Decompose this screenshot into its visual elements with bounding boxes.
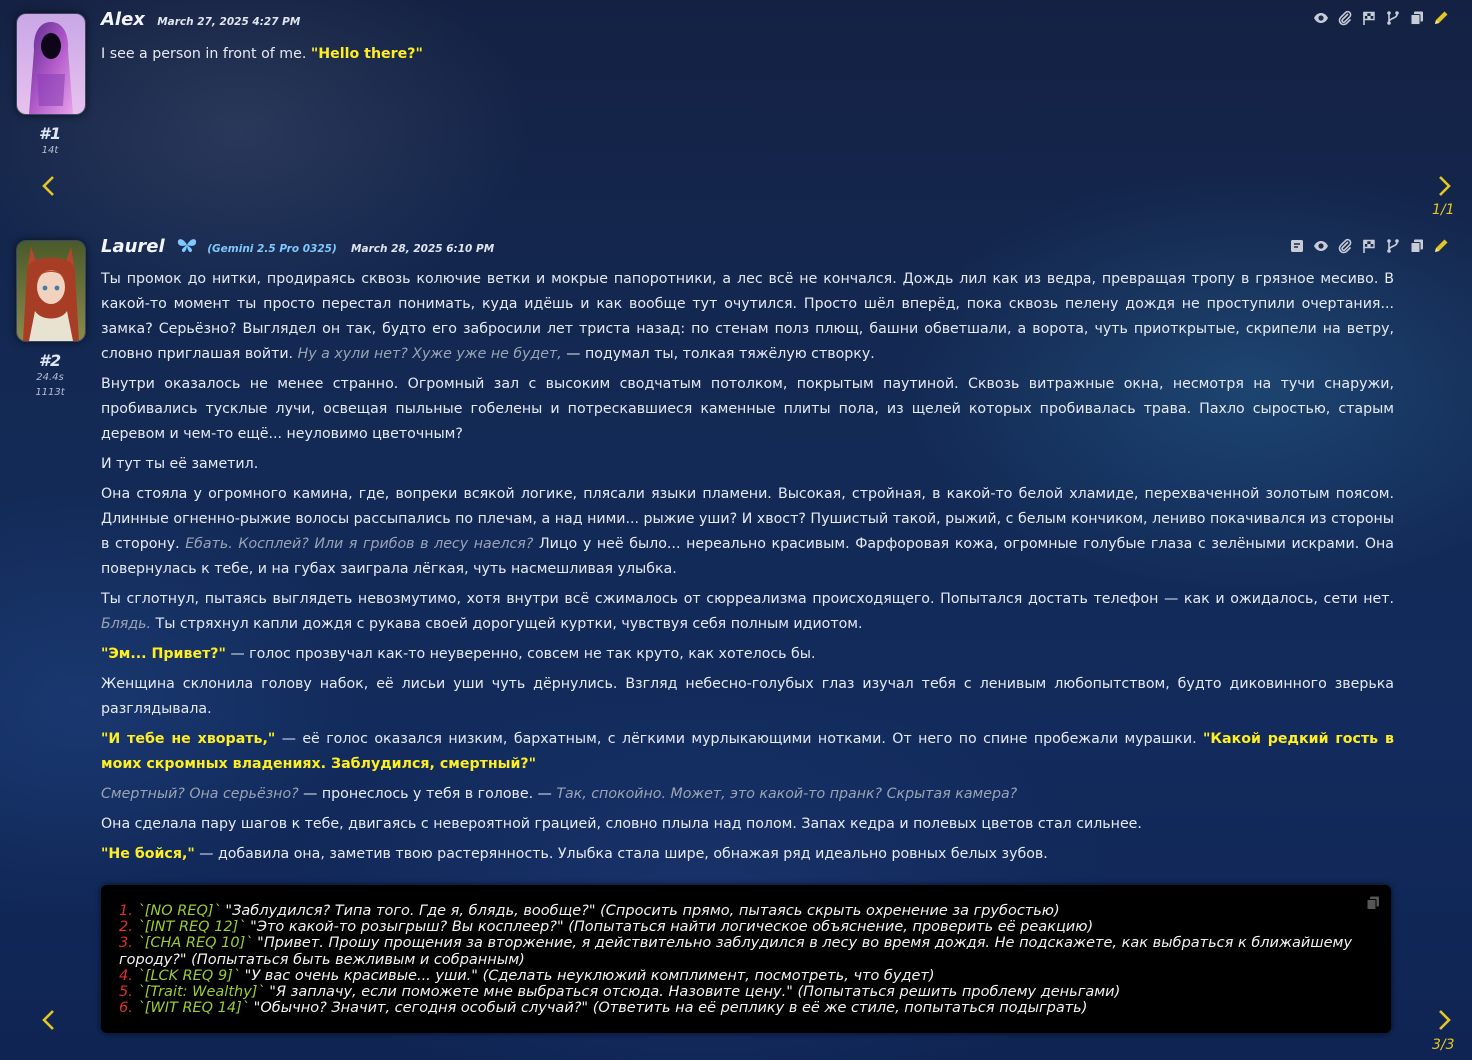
option-item — [119, 1000, 1375, 1016]
dialogue-quote: "Не бойся," — [101, 846, 195, 862]
option-text: "Обычно? Значит, сегодня особый случай?" (Ответить на её реплику в её же стиле, попытаться подыграть) — [249, 1000, 1088, 1017]
paragraph — [101, 267, 1394, 367]
branch-icon[interactable] — [1384, 9, 1402, 27]
narration-text: Внутри оказалось не менее странно. Огромный зал с высоким сводчатым потолком, покрытым паутиной. Сквозь витражные окна, несмотря на тучи снаружи, пробивались тусклые лучи, освещая пыльные гобелены и потрескавшиеся каменные плиты пола, из щелей которых пробивалась трава. Пахло сыростью, старым деревом и чем-то ещё... неуловимо цветочным? — [101, 376, 1394, 442]
paragraph — [101, 812, 1394, 837]
paragraph — [101, 672, 1394, 722]
swipe-right-arrow-icon[interactable] — [1432, 174, 1456, 198]
message-actions — [1288, 237, 1450, 255]
pencil-icon[interactable] — [1432, 9, 1450, 27]
option-item — [119, 903, 1375, 919]
swipe-counter: 1/1 — [1432, 202, 1455, 218]
avatar-hooded-figure-image — [17, 14, 85, 114]
options-list — [119, 903, 1375, 1016]
thought-text: Смертный? Она серьёзно? — [101, 786, 299, 802]
narration-text: — пронеслось у тебя в голове. — — [298, 786, 557, 802]
message-id: #2 — [38, 351, 62, 370]
thought-text: Блядь. — [101, 616, 152, 632]
narration-text: — её голос оказался низким, бархатным, с лёгкими мурлыкающими нотками. От него по спине пробежали мурашки. — [275, 731, 1204, 747]
dialogue-quote: "Какой редкий гость в моих скромных владениях. Заблудился, смертный?" — [101, 731, 1395, 772]
paragraph — [101, 372, 1394, 447]
dialogue-quote: "И тебе не хворать," — [101, 731, 276, 747]
option-requirement: `[NO REQ]` — [137, 903, 221, 919]
message-1 — [0, 0, 1472, 230]
eye-icon[interactable] — [1312, 237, 1330, 255]
narration-text: Лицо у неё было... нереально красивым. Фарфоровая кожа, огромные голубые глаза с зелёными искрами. Она повернулась к тебе, и на губах заиграла лёгкая, чуть насмешливая улыбка. — [101, 536, 1394, 577]
message-2 — [0, 230, 1472, 1060]
option-text: "Я заплачу, если поможете мне выбраться отсюда. Назовите цену." (Попытаться решить проблему деньгами) — [264, 984, 1121, 1001]
message-quote: "Hello there?" — [310, 46, 423, 62]
paragraph — [101, 782, 1394, 807]
paragraph — [101, 587, 1394, 637]
option-item — [119, 968, 1375, 984]
eye-icon[interactable] — [1312, 9, 1330, 27]
narration-text: Ты сглотнул, пытаясь выглядеть невозмутимо, хотя внутри всё сжималось от сюрреализма происходящего. Попытался достать телефон — как и ожидалось, сети нет. — [101, 591, 1394, 607]
option-number: 4. — [119, 967, 133, 984]
swipe-counter: 3/3 — [1432, 1037, 1455, 1053]
character-name: Alex — [101, 9, 145, 30]
narration-text: — голос прозвучал как-то неуверенно, совсем не так круто, как хотелось бы. — [225, 646, 816, 662]
message-date: March 28, 2025 6:10 PM — [351, 243, 495, 255]
token-count: 1113t — [35, 387, 65, 398]
message-text — [101, 267, 1394, 872]
narration-text: Ты стряхнул капли дождя с рукава своей дорогущей куртки, чувствуя себя полным идиотом. — [151, 616, 863, 632]
avatar-fox-girl-image — [17, 241, 85, 341]
paragraph — [101, 482, 1394, 582]
flag-icon[interactable] — [1360, 237, 1378, 255]
dialogue-quote: "Эм... Привет?" — [101, 646, 226, 662]
option-number: 6. — [119, 1000, 133, 1017]
swipe-left-arrow-icon[interactable] — [37, 1008, 61, 1032]
message-date: March 27, 2025 4:27 PM — [157, 16, 301, 28]
narration-text: Она стояла у огромного камина, где, вопреки всякой логике, плясали языки пламени. Высокая, стройная, в какой-то белой хламиде, перехваченной золотым поясом. Длинные огненно-рыжие волосы рассыпались по плечам, а над ними... рыжие уши? И хвост? Пушистый такой, рыжий, с белым кончиком, лениво покачивался из стороны в сторону. — [101, 486, 1394, 552]
copy-icon[interactable] — [1408, 9, 1426, 27]
paperclip-icon[interactable] — [1336, 237, 1354, 255]
character-name: Laurel — [101, 236, 165, 257]
option-item — [119, 984, 1375, 1000]
option-item — [119, 935, 1375, 967]
thought-text: Так, спокойно. Может, это какой-то пранк? Скрытая камера? — [556, 786, 1018, 802]
copy-icon[interactable] — [1408, 237, 1426, 255]
option-requirement: `[LCK REQ 9]` — [137, 967, 241, 984]
option-text: "Заблудился? Типа того. Где я, блядь, вообще?" (Спросить прямо, пытаясь скрыть охренение за грубостью) — [220, 903, 1060, 919]
option-requirement: `[Trait: Wealthy]` — [137, 984, 265, 1001]
option-requirement: `[CHA REQ 10]` — [137, 935, 253, 952]
thought-text: Ебать. Косплей? Или я грибов в лесу наелся? — [185, 536, 534, 552]
paragraph — [101, 842, 1394, 867]
options-code-block — [101, 885, 1391, 1033]
option-item — [119, 919, 1375, 935]
pencil-icon[interactable] — [1432, 237, 1450, 255]
option-number: 2. — [119, 919, 133, 936]
flag-icon[interactable] — [1360, 9, 1378, 27]
narration-text: Женщина склонила голову набок, её лисьи уши чуть дёрнулись. Взгляд небесно-голубых глаз изучал тебя с ленивым любопытством, будто диковинного зверька разглядывала. — [101, 676, 1394, 717]
option-text: "У вас очень красивые... уши." (Сделать неуклюжий комплимент, посмотреть, что будет) — [240, 967, 935, 984]
branch-icon[interactable] — [1384, 237, 1402, 255]
option-number: 5. — [119, 984, 133, 1001]
option-requirement: `[INT REQ 12]` — [137, 919, 246, 936]
option-requirement: `[WIT REQ 14]` — [137, 1000, 250, 1017]
paragraph — [101, 452, 1394, 477]
narration-text: — подумал ты, толкая тяжёлую створку. — [561, 346, 875, 362]
option-number: 1. — [119, 903, 133, 919]
avatar[interactable] — [16, 13, 86, 115]
narration-text: И тут ты её заметил. — [101, 456, 259, 472]
avatar[interactable] — [16, 240, 86, 342]
swipe-left-arrow-icon[interactable] — [37, 174, 61, 198]
option-text: "Привет. Прошу прощения за вторжение, я действительно заблудился в лесу во время дождя. Не подскажете, как выбраться к ближайшему городу?" (Попытаться быть вежливым и собранным) — [119, 935, 1353, 968]
paragraph — [101, 642, 1394, 667]
message-text — [101, 42, 1394, 67]
option-number: 3. — [119, 935, 133, 952]
thought-text: Ну а хули нет? Хуже уже не будет, — [297, 346, 562, 362]
narration-text: — добавила она, заметив твою растерянность. Улыбка стала шире, обнажая ряд идеально ровных белых зубов. — [194, 846, 1048, 862]
model-name: (Gemini 2.5 Pro 0325) — [207, 243, 337, 255]
message-id: #1 — [38, 124, 62, 143]
paperclip-icon[interactable] — [1336, 9, 1354, 27]
paragraph — [101, 727, 1394, 777]
swipe-right-arrow-icon[interactable] — [1432, 1008, 1456, 1032]
message-plain-text: I see a person in front of me. — [101, 46, 311, 62]
generation-time: 24.4s — [36, 372, 64, 383]
token-count: 14t — [41, 145, 59, 156]
note-icon[interactable] — [1288, 237, 1306, 255]
narration-text: Она сделала пару шагов к тебе, двигаясь с невероятной грацией, словно плыла над полом. Запах кедра и полевых цветов стал сильнее. — [101, 816, 1142, 832]
narration-text: Ты промок до нитки, продираясь сквозь колючие ветки и мокрые папоротники, а лес всё не кончался. Дождь лил как из ведра, превращая тропу в грязное месиво. В какой-то момент ты просто перестал понимать, куда идёшь и как вообще тут очутился. Просто шёл вперёд, пока сквозь пелену дождя не проступили очертания... замка? Серьёзно? Выглядел он так, будто его забросили лет триста назад: по стенам полз плющ, башни обветшали, а ворота, чуть приоткрытые, скрипели на ветру, словно приглашая войти. — [101, 271, 1394, 362]
message-actions — [1312, 9, 1450, 27]
option-text: "Это какой-то розыгрыш? Вы косплеер?" (Попытаться найти логическое объяснение, проверить её реакцию) — [245, 919, 1094, 936]
model-icon — [177, 237, 197, 258]
